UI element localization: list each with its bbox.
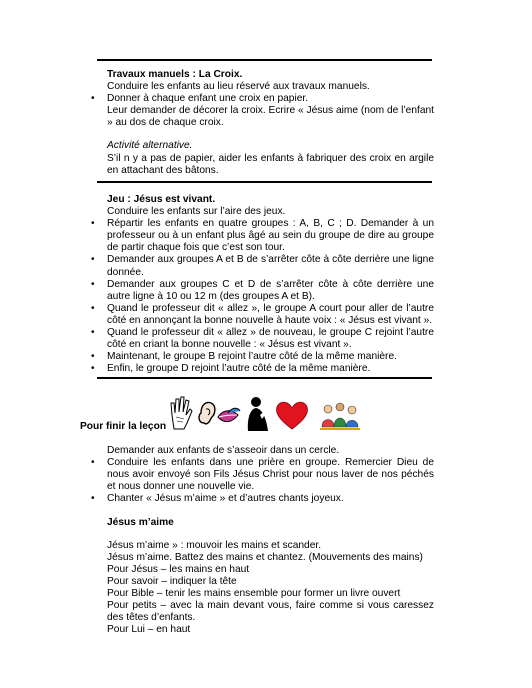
section-intro: Conduire les enfants au lieu réservé aux travaux manuels. <box>107 81 370 93</box>
ear-icon <box>199 402 215 424</box>
alt-activity-title: Activité alternative. <box>107 140 193 152</box>
bullet-icon: • <box>91 363 95 375</box>
heart-icon <box>277 402 308 429</box>
section-title: Pour finir la leçon <box>80 421 167 432</box>
bullet-continuation: Leur demander de décorer la croix. Ecrire « Jésus aime (nom de l’enfant » au dos de chaque croix. <box>107 105 434 129</box>
bullet-icon: • <box>91 457 95 469</box>
section-closing <box>90 445 434 636</box>
list-item: • Chanter « Jésus m’aime » et d’autres chants joyeux. <box>91 493 344 505</box>
song-line: Pour Lui – en haut <box>107 624 191 636</box>
lesson-icons <box>168 393 368 433</box>
song-line: Pour Bible – tenir les mains ensemble pour former un livre ouvert <box>107 587 401 599</box>
bullet-icon: • <box>91 218 95 230</box>
bullet-list <box>90 93 434 105</box>
list-item: • Quand le professeur dit « allez », le groupe A court pour aller de l’autre côté en annonçant la bonne nouvelle à haute voix : « Jésus est vivant ». <box>91 302 434 326</box>
bullet-icon: • <box>91 254 95 266</box>
children-group-icon <box>320 403 360 429</box>
list-item: • Conduire les enfants dans une prière en groupe. Remercier Dieu de nous avoir envoyé son Fils Jésus Christ pour nous laver de nos péchés et nous donner une nouvelle vie. <box>91 457 434 493</box>
section-intro: Demander aux enfants de s’asseoir dans un cercle. <box>107 445 340 456</box>
song-line: Pour savoir – indiquer la tête <box>107 575 237 587</box>
song-line: Pour Jésus – les mains en haut <box>107 563 250 575</box>
section-title: Travaux manuels : La Croix. <box>107 69 243 80</box>
bullet-icon: • <box>91 93 95 105</box>
song-line: Jésus m’aime. Battez des mains et chantez. (Mouvements des mains) <box>107 551 423 563</box>
list-item: • Répartir les enfants en quatre groupes : A, B, C ; D. Demander à un professeur ou à un enfant plus âgé au sein du groupe de dire au groupe de partir chaque fois que c’est son tour. <box>91 218 434 254</box>
bullet-icon: • <box>91 278 95 290</box>
bullet-list <box>90 457 434 505</box>
section-divider <box>97 377 432 379</box>
bullet-icon: • <box>91 351 95 363</box>
song-line: Pour petits – avec la main devant vous, faire comme si vous caressez des têtes d’enfants. <box>107 600 434 624</box>
section-game <box>90 194 434 375</box>
list-item: • Donner à chaque enfant une croix en papier. <box>91 93 309 105</box>
list-item: • Quand le professeur dit « allez » de nouveau, le groupe C rejoint l’autre côté en criant la bonne nouvelle : « Jésus est vivant ». <box>91 327 434 351</box>
section-intro: Conduire les enfants sur l’aire des jeux. <box>107 206 286 218</box>
list-item: • Demander aux groupes A et B de s’arrêter côte à côte derrière une ligne donnée. <box>91 254 434 278</box>
mouth-icon <box>218 408 240 421</box>
section-title: Jeu : Jésus est vivant. <box>107 194 216 205</box>
list-item: • Demander aux groupes C et D de s’arrêter côte à côte derrière une autre ligne à 10 ou 12 m (des groupes A et B). <box>91 278 434 302</box>
alt-activity-text: S’il n y a pas de papier, aider les enfants à fabriquer des croix en argile en attachant des bâtons. <box>107 152 434 176</box>
top-divider <box>97 59 432 61</box>
section-divider <box>97 181 432 183</box>
bullet-icon: • <box>91 302 95 314</box>
bullet-list <box>90 218 434 375</box>
song-title: Jésus m’aime <box>107 517 174 529</box>
hand-icon <box>171 397 192 429</box>
list-item: • Enfin, le groupe D rejoint l’autre côté de la même manière. <box>91 363 371 375</box>
song-line: Jésus m’aime » : mouvoir les mains et scander. <box>107 539 322 551</box>
section-crafts <box>90 69 434 177</box>
list-item: • Maintenant, le groupe B rejoint l’autre côté de la même manière. <box>91 351 397 363</box>
bullet-icon: • <box>91 327 95 339</box>
bullet-icon: • <box>91 493 95 505</box>
praying-person-icon <box>248 397 268 431</box>
